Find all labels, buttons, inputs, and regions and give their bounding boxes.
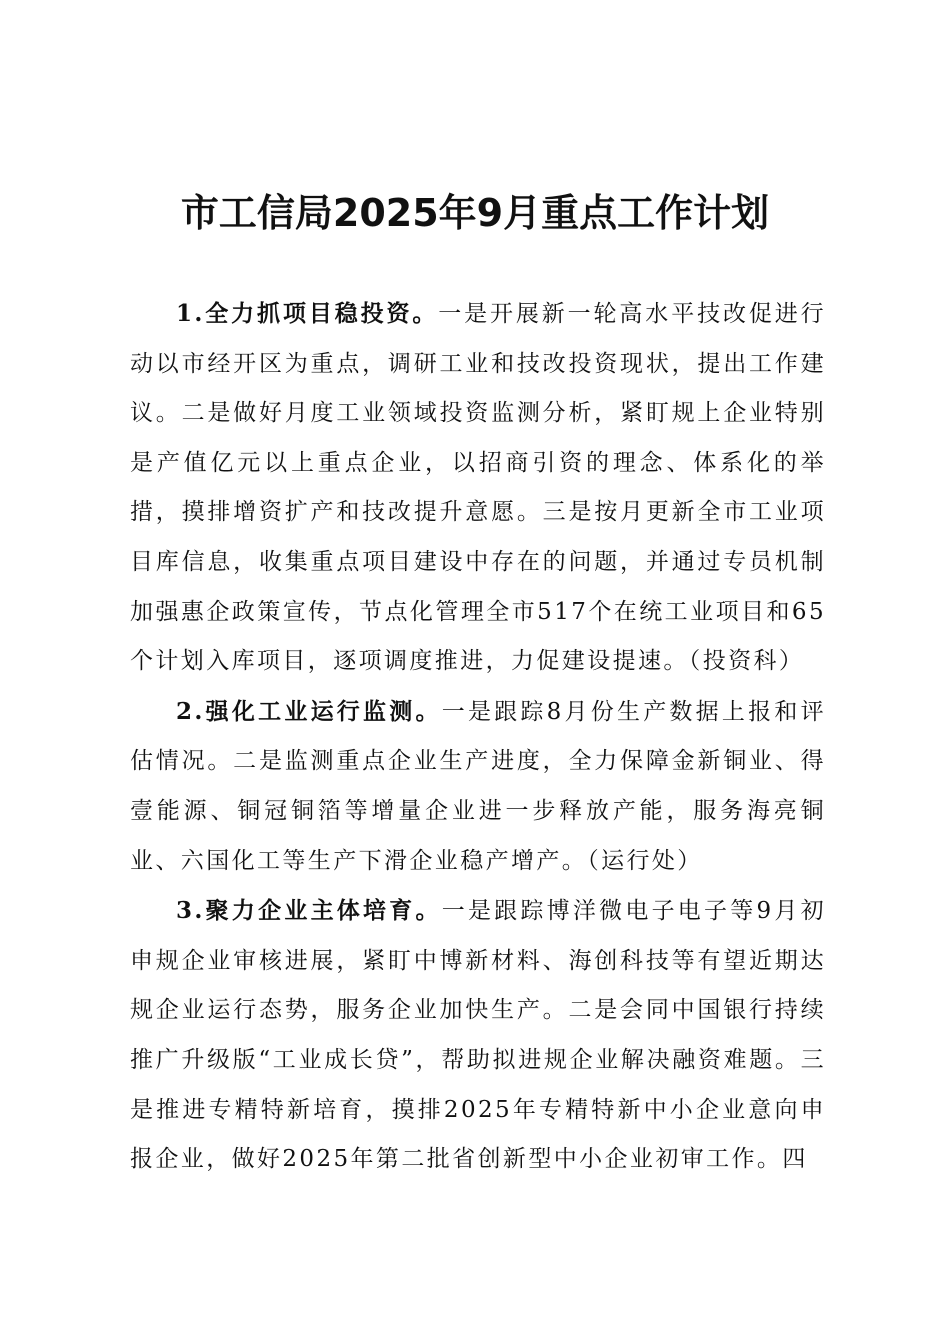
document-title: 市工信局2025年9月重点工作计划 bbox=[180, 191, 770, 235]
paragraph-text: 一是开展新一轮高水平技改促进行动以市经开区为重点，调研工业和技改投资现状，提出工作建议。二是做好月度工业领域投资监测分析，紧盯规上企业特别是产值亿元以上重点企业，以招商引资的理念、体系化的举措，摸排增资扩产和技改提升意愿。三是按月更新全市工业项目库信息，收集重点项目建设中存在的问题，并通过专员机制加强惠企政策宣传，节点化管理全市517个在统工业项目和65个计划入库项目，逐项调度推进，力促建设提速。（投资科） bbox=[130, 301, 827, 675]
paragraph-operations bbox=[130, 687, 826, 886]
document-body bbox=[130, 289, 826, 1185]
paragraph-lead: 3.聚力企业主体培育。 bbox=[176, 897, 442, 925]
paragraph-lead: 1.全力抓项目稳投资。 bbox=[176, 300, 439, 327]
paragraph-enterprise bbox=[130, 886, 826, 1185]
paragraph-text: 一是跟踪博洋微电子电子等9月初申规企业审核进展，紧盯中博新材料、海创科技等有望近期达规企业运行态势，服务企业加快生产。二是会同中国银行持续推广升级版“工业成长贷”，帮助拟进规企业解决融资难题。三是推进专精特新培育，摸排2025年专精特新中小企业意向申报企业，做好2025年第二批省创新型中小企业初审工作。四 bbox=[130, 898, 826, 1173]
paragraph-investment bbox=[130, 289, 826, 687]
paragraph-lead: 2.强化工业运行监测。 bbox=[176, 697, 442, 725]
paragraph-text: 一是跟踪8月份生产数据上报和评估情况。二是监测重点企业生产进度，全力保障金新铜业、得壹能源、铜冠铜箔等增量企业进一步释放产能，服务海亮铜业、六国化工等生产下滑企业稳产增产。（运行处） bbox=[130, 698, 826, 874]
